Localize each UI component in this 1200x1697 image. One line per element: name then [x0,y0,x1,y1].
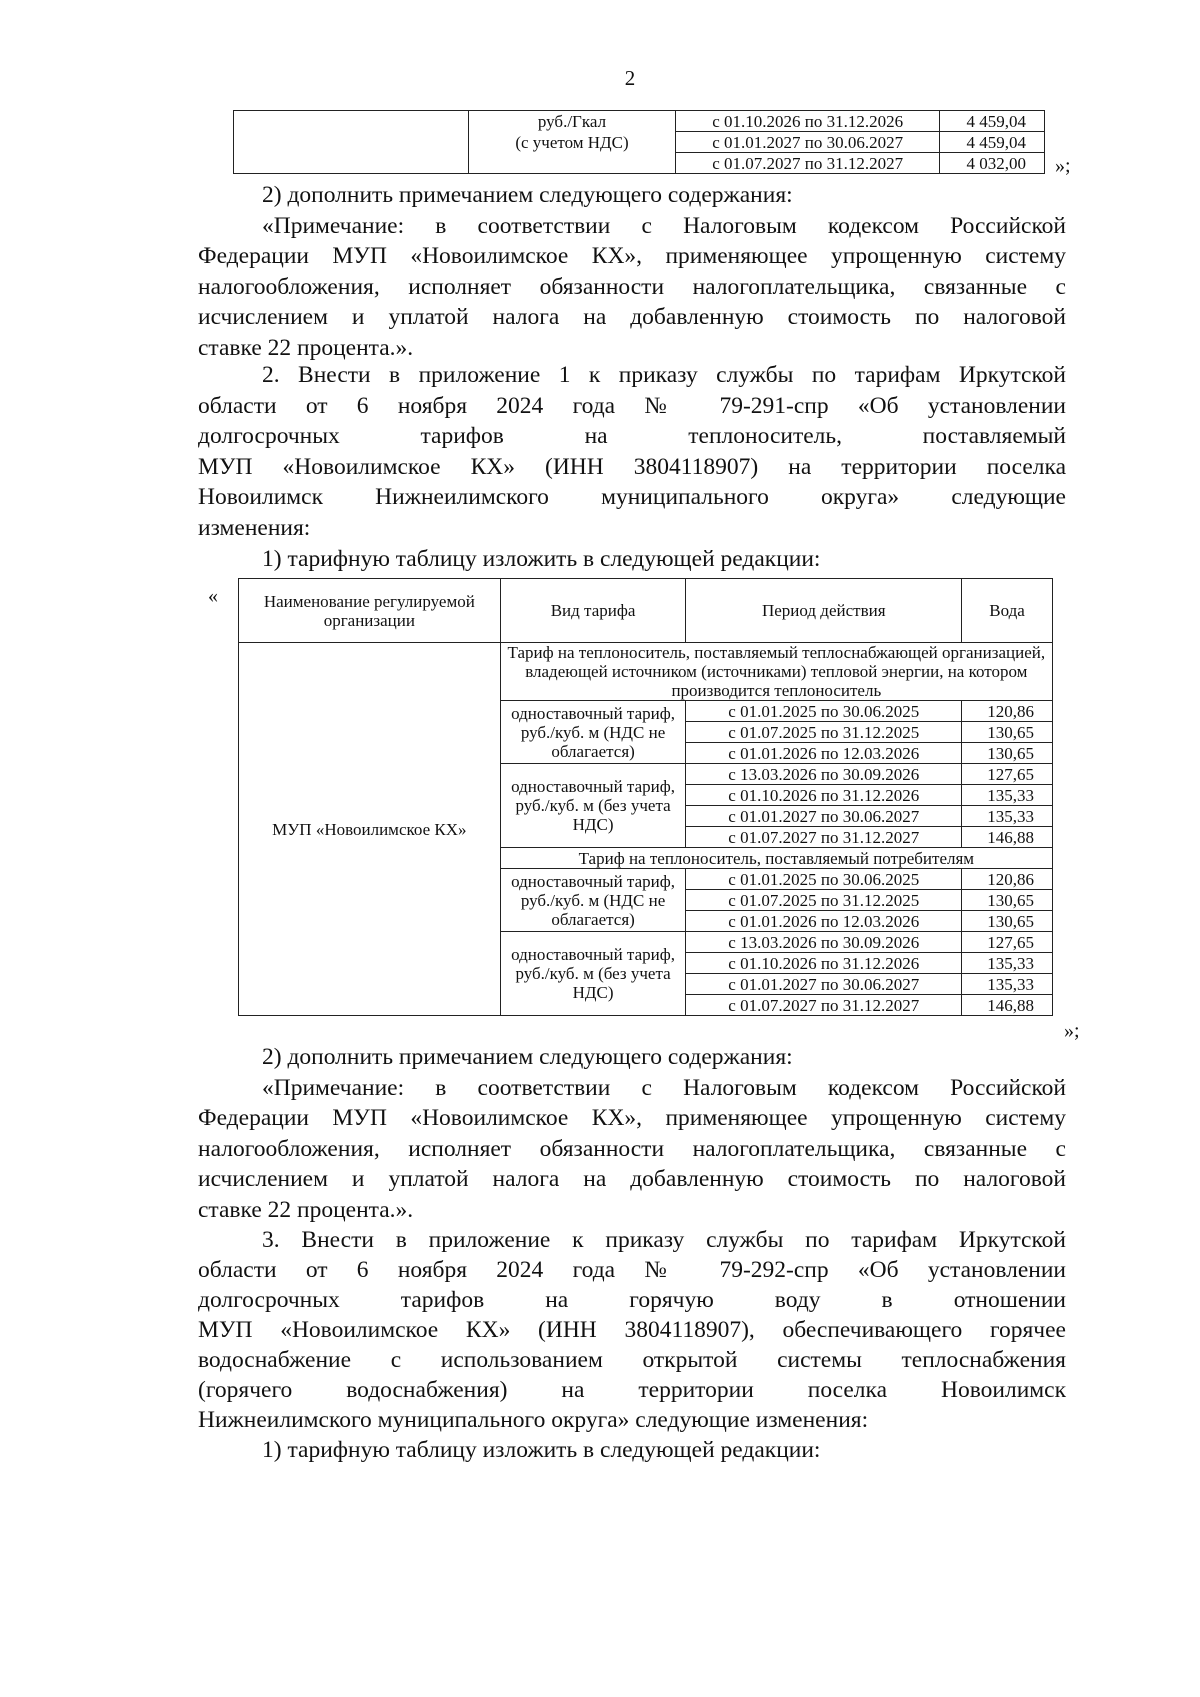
close-quote: »; [1064,1020,1080,1042]
value-cell: 130,65 [962,743,1053,764]
text-line: области от 6 ноября 2024 года № 79-292-спр «Об установлении [198,1257,1066,1283]
text-line: изменения: [198,514,311,541]
value-cell: 4 459,04 [940,132,1045,153]
note-line: исчислением и уплатой налога на добавленную стоимость по налоговой [198,304,1066,331]
period-cell: с 01.01.2026 по 12.03.2026 [686,743,962,764]
period-cell: с 01.01.2027 по 30.06.2027 [686,806,962,827]
value-cell: 130,65 [962,890,1053,911]
header-organization: Наименование регулируемой организации [239,579,501,643]
tariff-type-cell: одноставочный тариф, руб./куб. м (без учета НДС) [500,764,686,848]
text-line: долгосрочных тарифов на горячую воду в отношении [198,1287,1066,1313]
text-line-content: 3. Внести в приложение к приказу службы по тарифам Иркутской [262,1227,1066,1253]
tariff-table-continuation [233,110,1045,174]
value-cell: 4 459,04 [940,111,1045,132]
close-quote: »; [1055,155,1071,177]
item1-line [198,1435,1066,1465]
organization-cell: МУП «Новоилимское КХ» [239,643,501,1016]
tariff-type-cell: одноставочный тариф, руб./куб. м (НДС не облагается) [500,701,686,764]
note-line [198,211,1066,242]
period-cell: с 01.01.2027 по 30.06.2027 [676,132,940,153]
value-cell: 4 032,00 [940,153,1045,174]
period-cell: с 01.07.2025 по 31.12.2025 [686,722,962,743]
text-line: водоснабжение с использованием открытой системы теплоснабжения [198,1347,1066,1373]
period-cell: с 01.07.2025 по 31.12.2025 [686,890,962,911]
period-cell: с 01.10.2026 по 31.12.2026 [686,953,962,974]
unit-label: руб./Гкал [537,112,607,131]
period-cell: с 13.03.2026 по 30.09.2026 [686,764,962,785]
note-line: ставке 22 процента.». [198,334,414,361]
period-cell: с 01.01.2026 по 12.03.2026 [686,911,962,932]
group-title: Тариф на теплоноситель, поставляемый теплоснабжающей организацией, владеющей источником (источниками) тепловой энергии, на котором производится теплоноситель [500,643,1052,701]
section2-intro [198,360,1066,574]
open-quote: « [208,585,218,607]
text-line: Новоилимск Нижнеилимского муниципального округа» следующие [198,484,1066,511]
header-period: Период действия [686,579,962,643]
note-line [198,1073,1066,1104]
item1-text: 1) тарифную таблицу изложить в следующей редакции: [262,1437,821,1463]
value-cell: 120,86 [962,701,1053,722]
period-cell: с 01.07.2027 по 31.12.2027 [686,995,962,1016]
text-line: МУП «Новоилимское КХ» (ИНН 3804118907) на территории поселка [198,453,1066,480]
text-line: Нижнеилимского муниципального округа» следующие изменения: [198,1407,869,1433]
period-cell: с 01.07.2027 по 31.12.2027 [676,153,940,174]
group-row [239,643,1053,701]
text-line [198,360,1066,391]
text-line: долгосрочных тарифов на теплоноситель, поставляемый [198,423,1066,450]
text-line [198,1225,1066,1255]
note-line-text: «Примечание: в соответствии с Налоговым кодексом Российской [262,212,1066,239]
note-line: ставке 22 процента.». [198,1196,414,1223]
section2-note [198,1042,1066,1226]
header-water: Вода [962,579,1053,643]
period-cell: с 01.01.2025 по 30.06.2025 [686,869,962,890]
tariff-unit-cell [468,111,676,174]
value-cell: 135,33 [962,785,1053,806]
vat-label: (с учетом НДС) [515,133,629,152]
note-line-text: «Примечание: в соответствии с Налоговым кодексом Российской [262,1074,1066,1101]
section3-intro [198,1225,1066,1465]
value-cell: 146,88 [962,995,1053,1016]
item2-heading-text: 2) дополнить примечанием следующего содержания: [262,182,793,208]
text-line: МУП «Новоилимское КХ» (ИНН 3804118907), обеспечивающего горячее [198,1317,1066,1343]
page-number: 2 [624,66,636,90]
header-tariff-type: Вид тарифа [500,579,686,643]
tariff-table [238,578,1053,1016]
value-cell: 120,86 [962,869,1053,890]
tariff-type-cell: одноставочный тариф, руб./куб. м (без учета НДС) [500,932,686,1016]
item2-heading [198,180,1066,211]
text-line: области от 6 ноября 2024 года № 79-291-спр «Об установлении [198,392,1066,419]
note-line: Федерации МУП «Новоилимское КХ», применяющее упрощенную систему [198,1105,1066,1132]
note-line: налогообложения, исполняет обязанности налогоплательщика, связанные с [198,273,1066,300]
period-cell: с 13.03.2026 по 30.09.2026 [686,932,962,953]
period-cell: с 01.01.2027 по 30.06.2027 [686,974,962,995]
note-line: Федерации МУП «Новоилимское КХ», применяющее упрощенную систему [198,243,1066,270]
value-cell: 135,33 [962,974,1053,995]
period-cell: с 01.01.2025 по 30.06.2025 [686,701,962,722]
value-cell: 135,33 [962,953,1053,974]
group-title: Тариф на теплоноситель, поставляемый потребителям [500,848,1052,869]
note-line: налогообложения, исполняет обязанности налогоплательщика, связанные с [198,1135,1066,1162]
text-line-content: 2. Внести в приложение 1 к приказу службы по тарифам Иркутской [262,362,1066,388]
value-cell: 130,65 [962,911,1053,932]
value-cell: 127,65 [962,932,1053,953]
period-cell: с 01.10.2026 по 31.12.2026 [676,111,940,132]
item1-text: 1) тарифную таблицу изложить в следующей редакции: [262,545,821,572]
value-cell: 146,88 [962,827,1053,848]
organization-cell-empty [234,111,469,174]
value-cell: 127,65 [962,764,1053,785]
item2-heading-text: 2) дополнить примечанием следующего содержания: [262,1044,793,1070]
text-line: (горячего водоснабжения) на территории поселка Новоилимск [198,1377,1066,1403]
section1-note [198,180,1066,364]
value-cell: 130,65 [962,722,1053,743]
item2-heading [198,1042,1066,1073]
period-cell: с 01.10.2026 по 31.12.2026 [686,785,962,806]
value-cell: 135,33 [962,806,1053,827]
tariff-type-cell: одноставочный тариф, руб./куб. м (НДС не облагается) [500,869,686,932]
note-line: исчислением и уплатой налога на добавленную стоимость по налоговой [198,1166,1066,1193]
period-cell: с 01.07.2027 по 31.12.2027 [686,827,962,848]
item1-line [198,544,1066,575]
